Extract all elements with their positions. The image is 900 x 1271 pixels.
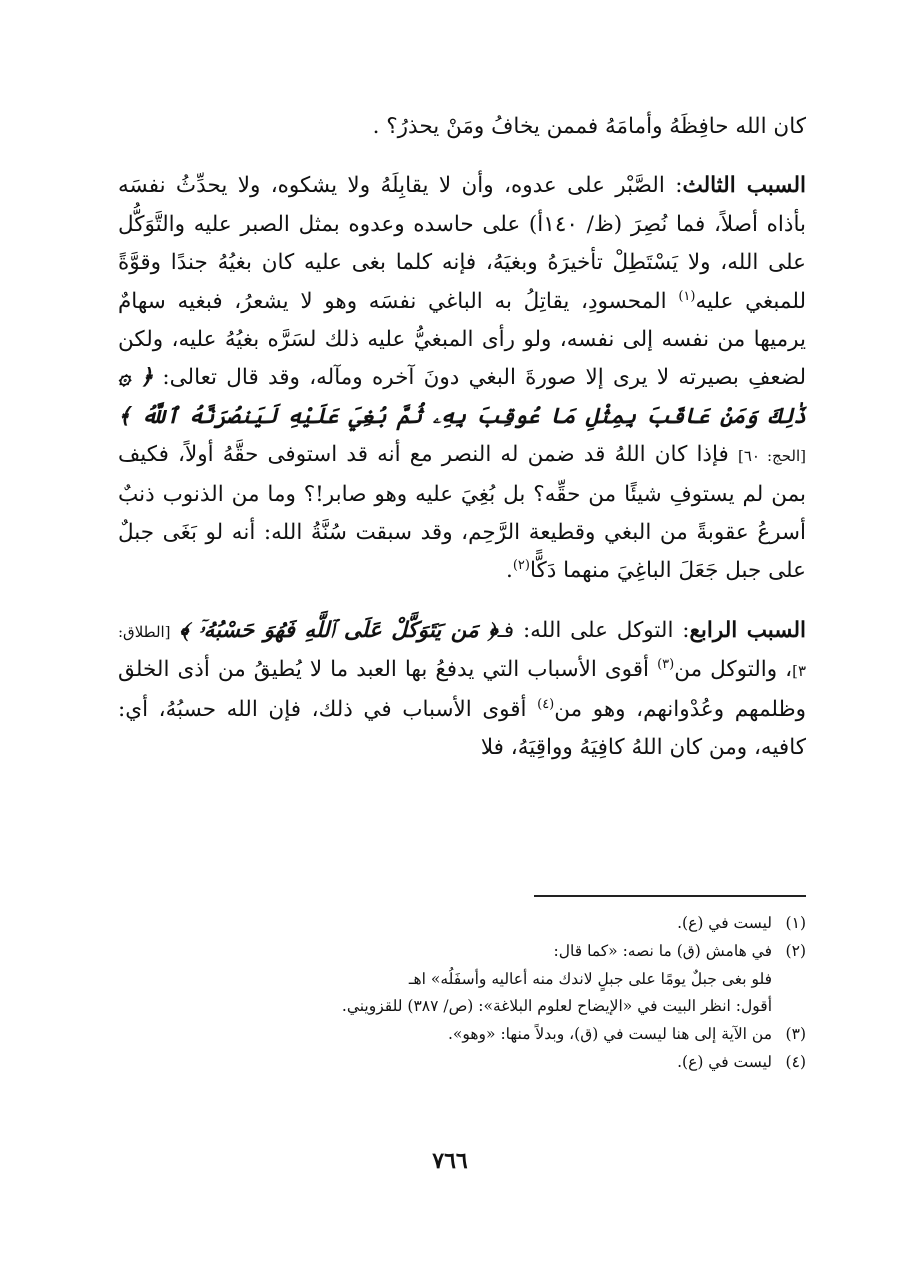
footnote-text: فلو بغى جبلٌ يومًا على جبلٍ لاندك منه أعاليه وأسفَلُه» اهـ bbox=[408, 969, 772, 988]
footnote-marker-3[interactable]: (٣) bbox=[657, 657, 675, 673]
paragraph-3-text-c: أقوى الأسباب التي يدفعُ بها العبد ما لا يُطيقُ من أذى الخلق وظلمهم وعُدْوانهم، وهو من bbox=[118, 657, 806, 722]
footnote-text: من الآية إلى هنا ليست في (ق)، وبدلاً منها: «وهو». bbox=[447, 1025, 772, 1044]
section-heading-third-cause: السبب الثالث bbox=[682, 173, 807, 199]
footnote-marker-1[interactable]: (١) bbox=[678, 288, 696, 304]
quran-verse-talaq: ﴿ مَن يَتَوَكَّلْ عَلَى ٱللَّهِ فَهُوَ حَسْبُهُۥٓ ﴾ bbox=[179, 617, 498, 643]
paragraph-3-text-a: : التوكل على الله: فـ bbox=[497, 617, 690, 643]
footnote-3 bbox=[120, 1021, 806, 1049]
paragraph-2-text-a: : الصَّبْر على عدوه، وأن لا يقابِلَهُ ولا يشكوه، ولا يحدِّثُ نفسَه بأذاه أصلاً، فما نُصِرَ (ظ/ ١٤٠أ) على حاسده وعدوه بمثل الصبر عليه والتَّوَكُّل على الله، ولا يَسْتَطِلْ تأخيرَهُ وبغيَهُ، فإنه كلما بغى عليه كان بغيُهُ جندًا وقوَّةً للمبغي عليه bbox=[118, 173, 806, 314]
footnote-2 bbox=[120, 938, 806, 966]
footnote-1 bbox=[120, 910, 806, 938]
verse-reference-hajj: [الحج: ٦٠] bbox=[737, 447, 806, 466]
quran-verse-hajj: ﴿ ۞ ذَٰلِكَ وَمَنْ عَاقَبَ بِمِثْلِ مَا عُوقِبَ بِهِۦ ثُمَّ بُغِيَ عَلَيْهِ لَيَنصُرَنَّهُ ٱللَّهُ ﴾ bbox=[118, 365, 806, 429]
footnote-text: أقول: انظر البيت في «الإيضاح لعلوم البلاغة»: (ص/ ٣٨٧) للقزويني. bbox=[341, 997, 772, 1016]
paragraph-3-text-b: ، والتوكل من bbox=[674, 657, 793, 683]
footnote-marker-4[interactable]: (٤) bbox=[537, 696, 555, 712]
section-heading-fourth-cause: السبب الرابع bbox=[689, 617, 806, 643]
paragraph-2-text-c: فإذا كان اللهُ قد ضمن له النصر مع أنه قد استوفى حقَّهُ أولاً، فكيف بمن لم يستوفِ شيئًا من حقِّه؟ بل بُغِيَ عليه وهو صابر!؟ وما من الذنوب ذنبٌ أسرعُ عقوبةً من البغي وقطيعة الرَّحِم، وقد سبقت سُنَّةُ الله: أنه لو بَغَى جبلٌ على جبل جَعَلَ الباغِيَ منهما دَكًّا bbox=[118, 442, 806, 584]
footnote-2-poem-line bbox=[120, 966, 806, 994]
footnote-number: (٣) bbox=[785, 1025, 806, 1044]
paragraph-3 bbox=[118, 612, 806, 768]
footnotes bbox=[120, 910, 806, 1077]
footnote-number: (٤) bbox=[785, 1052, 806, 1071]
footnote-text: في هامش (ق) ما نصه: «كما قال: bbox=[553, 941, 772, 960]
verse-reference-talaq: [الطلاق: ٣] bbox=[118, 622, 807, 681]
paragraph-3-text-d: أقوى الأسباب في ذلك، فإن الله حسبُهُ، أي: كافيه، ومن كان اللهُ كافِيَهُ وواقِيَهُ، فلا bbox=[118, 696, 806, 761]
main-text bbox=[118, 108, 806, 768]
paragraph-2-text-d: . bbox=[505, 558, 513, 584]
footnote-number: (٢) bbox=[785, 941, 806, 960]
footnote-marker-2[interactable]: (٢) bbox=[512, 558, 530, 574]
footnote-2-source-note bbox=[120, 993, 806, 1021]
footnote-separator bbox=[534, 895, 806, 897]
paragraph-2-text-b: المحسودِ، يقاتِلُ به الباغي نفسَه وهو لا يشعرُ، فبغيه سهامٌ يرميها من نفسه إلى نفسه، ولو رأى المبغيُّ عليه ذلك لسَرَّه بغيُهُ عليه، ولكن لضعفِ بصيرته لا يرى إلا صورةَ البغي دونَ آخره ومآله، وقد قال تعالى: bbox=[118, 288, 807, 391]
footnote-4 bbox=[120, 1049, 806, 1077]
paragraph-1 bbox=[118, 108, 806, 146]
paragraph-2 bbox=[118, 167, 806, 590]
footnote-text: ليست في (ع). bbox=[677, 1052, 772, 1071]
footnote-text: ليست في (ع). bbox=[677, 914, 772, 932]
footnote-number: (١) bbox=[785, 914, 806, 932]
page-number: ٧٦٦ bbox=[432, 1148, 468, 1174]
paragraph-1-text: كان الله حافِظَهُ وأمامَهُ فممن يخافُ ومَنْ يحذرُ؟ . bbox=[372, 114, 806, 139]
